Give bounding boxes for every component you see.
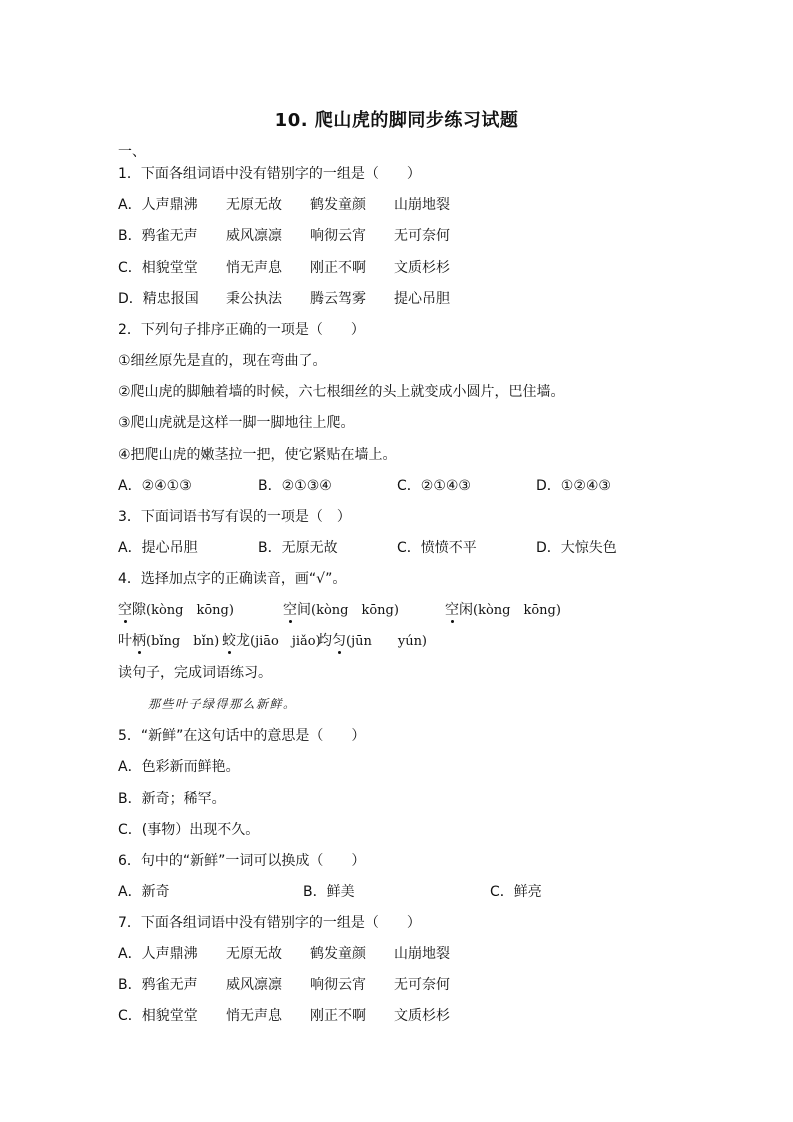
q7-b-3: 响彻云宵 bbox=[310, 977, 366, 993]
q1-b-1: B．鸦雀无声 bbox=[118, 228, 198, 244]
q1-a-2: 无原无故 bbox=[226, 197, 282, 213]
q6-stem: 6．句中的“新鲜”一词可以换成（ ） bbox=[118, 853, 366, 869]
q2-stem: 2．下列句子排序正确的一项是（ ） bbox=[118, 322, 365, 338]
q7-stem: 7．下面各组词语中没有错别字的一组是（ ） bbox=[118, 915, 421, 931]
q7-c-3: 刚正不啊 bbox=[310, 1008, 366, 1024]
q3-option-b: B．无原无故 bbox=[258, 540, 338, 556]
q2-sentence-4: ④把爬山虎的嫩茎拉一把，使它紧贴在墙上。 bbox=[118, 447, 397, 463]
q1-d-2: 秉公执法 bbox=[226, 291, 282, 307]
q4-word-kongjian: 空间(kòng kōng) bbox=[283, 602, 399, 618]
q7-c-4: 文质杉杉 bbox=[394, 1008, 450, 1024]
q2-sentence-1: ①细丝原先是直的，现在弯曲了。 bbox=[118, 353, 327, 369]
q5-option-a: A．色彩新而鲜艳。 bbox=[118, 759, 240, 775]
q2-option-d: D．①②④③ bbox=[536, 478, 611, 494]
q1-d-3: 腾云驾雾 bbox=[310, 291, 366, 307]
q4-word-jiaolong: 蛟龙(jiāo jiǎo) bbox=[222, 633, 321, 649]
q6-option-c: C．鲜亮 bbox=[490, 884, 542, 900]
q1-b-3: 响彻云宵 bbox=[310, 228, 366, 244]
q3-option-a: A．提心吊胆 bbox=[118, 540, 198, 556]
q1-stem: 1．下面各组词语中没有错别字的一组是（ ） bbox=[118, 166, 421, 182]
q1-a-4: 山崩地裂 bbox=[394, 197, 450, 213]
q5-option-c: C．(事物）出现不久。 bbox=[118, 822, 260, 838]
q1-d-4: 提心吊胆 bbox=[394, 291, 450, 307]
q4-word-yebing: 叶柄(bǐng bǐn) bbox=[118, 633, 220, 649]
q4-word-kongxi: 空隙(kòng kōng) bbox=[118, 602, 234, 618]
q4-word-junyun: 均匀(jūn yún) bbox=[318, 633, 428, 649]
q7-b-2: 威风凛凛 bbox=[226, 977, 282, 993]
page-title: 10. 爬山虎的脚同步练习试题 bbox=[274, 110, 519, 131]
q7-b-1: B．鸦雀无声 bbox=[118, 977, 198, 993]
q7-a-4: 山崩地裂 bbox=[394, 946, 450, 962]
q1-c-4: 文质杉杉 bbox=[394, 260, 450, 276]
q4-word-kongxian: 空闲(kòng kōng) bbox=[445, 602, 561, 618]
q2-sentence-2: ②爬山虎的脚触着墙的时候，六七根细丝的头上就变成小圆片，巴住墙。 bbox=[118, 384, 565, 400]
q7-a-2: 无原无故 bbox=[226, 946, 282, 962]
q3-option-d: D．大惊失色 bbox=[536, 540, 617, 556]
handwritten-sentence: 那些叶子绿得那么新鲜。 bbox=[148, 697, 297, 711]
q2-option-c: C．②①④③ bbox=[397, 478, 471, 494]
q1-c-2: 悄无声息 bbox=[226, 260, 282, 276]
q1-c-1: C．相貌堂堂 bbox=[118, 260, 198, 276]
q4-stem: 4．选择加点字的正确读音，画“√”。 bbox=[118, 571, 347, 587]
q6-option-a: A．新奇 bbox=[118, 884, 170, 900]
read-prompt: 读句子，完成词语练习。 bbox=[118, 665, 272, 681]
q5-stem: 5．“新鲜”在这句话中的意思是（ ） bbox=[118, 728, 366, 744]
q1-a-3: 鹤发童颜 bbox=[310, 197, 366, 213]
q1-b-4: 无可奈何 bbox=[394, 228, 450, 244]
q3-option-c: C．愤愤不平 bbox=[397, 540, 477, 556]
q1-c-3: 刚正不啊 bbox=[310, 260, 366, 276]
q6-option-b: B．鲜美 bbox=[303, 884, 355, 900]
section-label: 一、 bbox=[118, 144, 146, 160]
q7-a-3: 鹤发童颜 bbox=[310, 946, 366, 962]
q1-a-1: A．人声鼎沸 bbox=[118, 197, 198, 213]
q1-d-1: D．精忠报国 bbox=[118, 291, 199, 307]
q7-c-1: C．相貌堂堂 bbox=[118, 1008, 198, 1024]
q5-option-b: B．新奇；稀罕。 bbox=[118, 791, 226, 807]
q2-sentence-3: ③爬山虎就是这样一脚一脚地往上爬。 bbox=[118, 415, 355, 431]
q1-b-2: 威风凛凛 bbox=[226, 228, 282, 244]
q2-option-b: B．②①③④ bbox=[258, 478, 332, 494]
q2-option-a: A．②④①③ bbox=[118, 478, 192, 494]
q3-stem: 3．下面词语书写有误的一项是（ ） bbox=[118, 509, 351, 525]
q7-b-4: 无可奈何 bbox=[394, 977, 450, 993]
q7-c-2: 悄无声息 bbox=[226, 1008, 282, 1024]
q7-a-1: A．人声鼎沸 bbox=[118, 946, 198, 962]
